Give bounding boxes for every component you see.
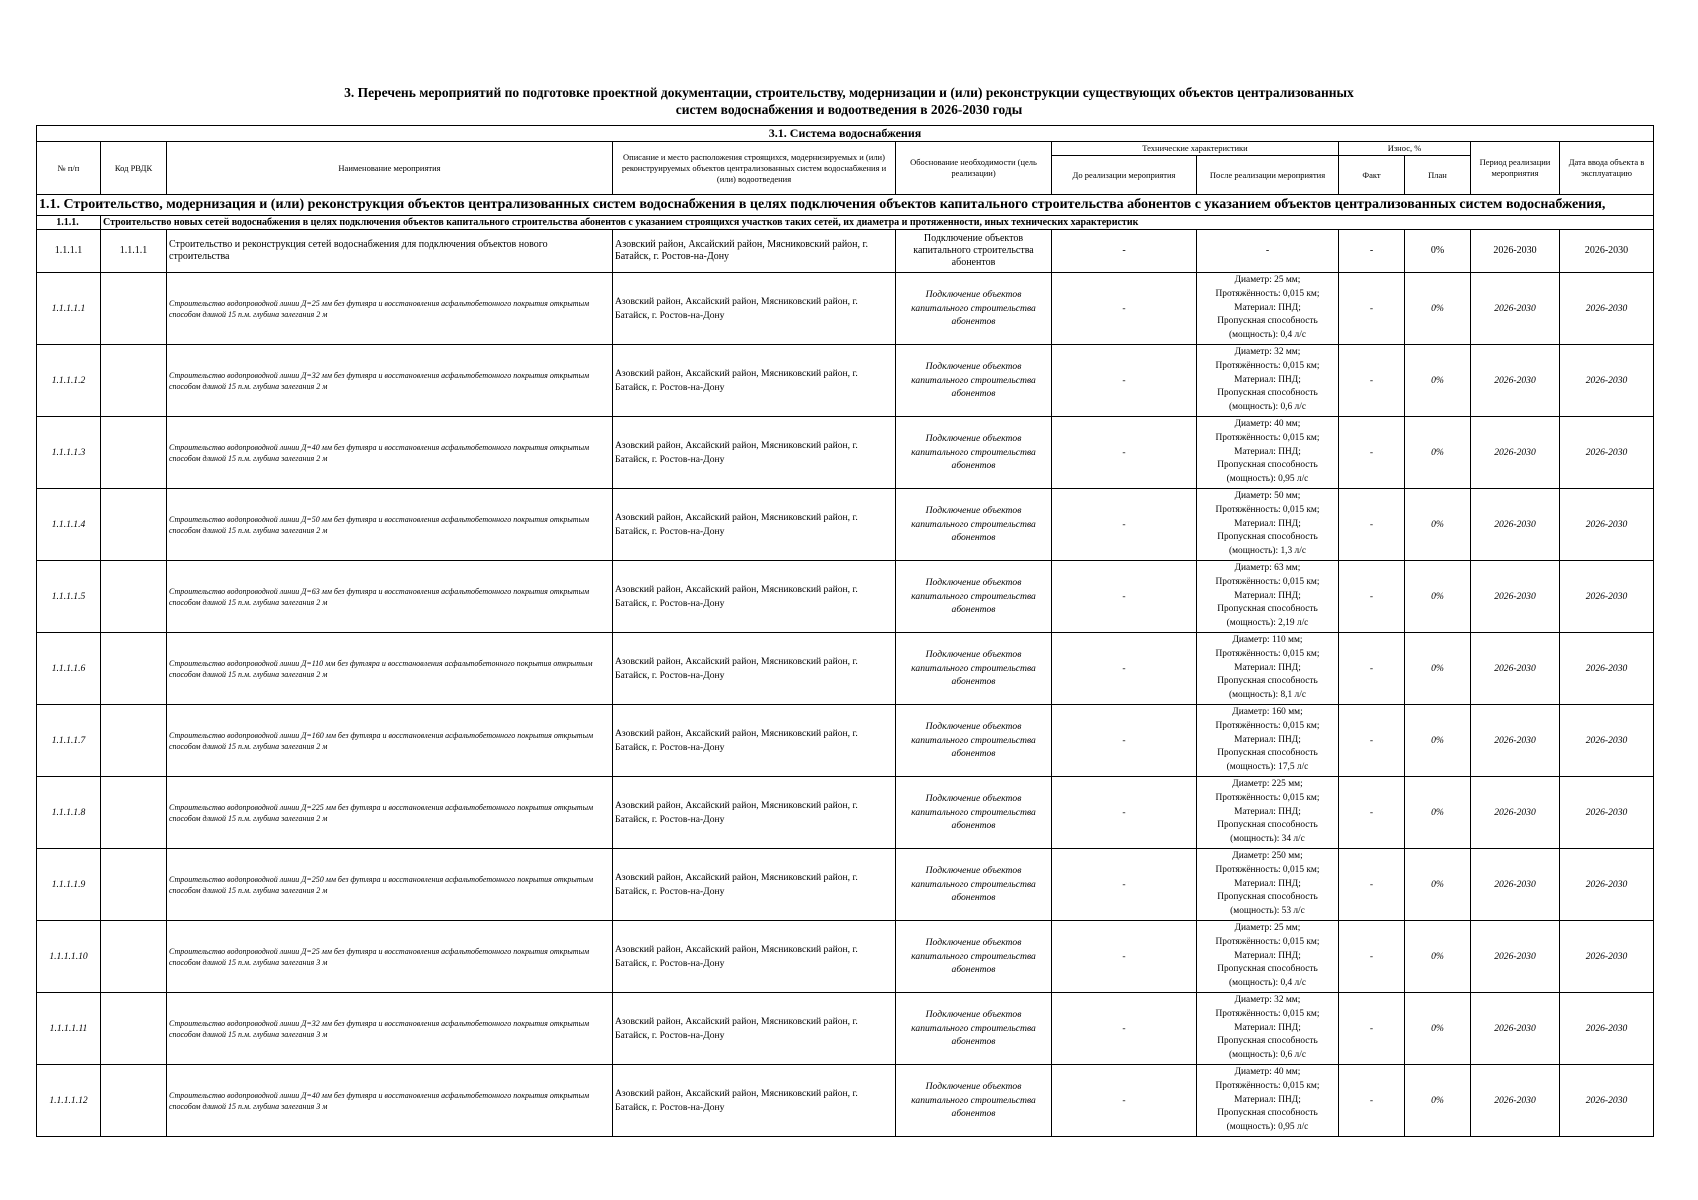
row-wear-plan: 0% <box>1405 777 1471 849</box>
table-row <box>37 633 1654 705</box>
tech-after-line: Диаметр: 110 мм; <box>1232 635 1303 645</box>
row-num: 1.1.1.1.12 <box>37 1065 101 1137</box>
tech-after-line: Материал: ПНД; <box>1234 734 1301 745</box>
tech-after-line: Диаметр: 40 мм; <box>1234 1067 1301 1077</box>
section-heading-1-1: 1.1. Строительство, модернизация и (или) реконструкция объектов централизованных систем водоснабжения в целях подключения объектов капитального строительства абонентов с указанием объектов централизованных систем водоснабжения, <box>37 195 1654 216</box>
row-tech-after <box>1197 345 1339 417</box>
row-wear-plan: 0% <box>1405 993 1471 1065</box>
row-num: 1.1.1.1.10 <box>37 921 101 993</box>
row-commissioning: 2026-2030 <box>1560 849 1654 921</box>
row-tech-before: - <box>1052 345 1197 417</box>
row-tech-before: - <box>1052 273 1197 345</box>
tech-after-line: (мощность): 0,4 л/с <box>1228 978 1306 989</box>
row-wear-fact: - <box>1339 489 1405 561</box>
header-code: Код РВДК <box>101 142 167 195</box>
tech-after-line: Протяжённость: 0,015 км; <box>1215 576 1320 587</box>
tech-after-line: Материал: ПНД; <box>1234 302 1301 313</box>
section-1-1-1-text: Строительство новых сетей водоснабжения в целях подключения объектов капитального строительства абонентов с указанием строящихся участков таких сетей, их диаметра и протяженности, иных технических характеристик <box>101 216 1654 230</box>
tech-after-line: Протяжённость: 0,015 км; <box>1215 504 1320 515</box>
tech-after-line: Диаметр: 225 мм; <box>1232 779 1303 789</box>
header-name: Наименование мероприятия <box>167 142 613 195</box>
row-period: 2026-2030 <box>1471 849 1560 921</box>
row-tech-before: - <box>1052 993 1197 1065</box>
tech-after-line: Протяжённость: 0,015 км; <box>1215 720 1320 731</box>
row-description: Азовский район, Аксайский район, Мясниковский район, г. Батайск, г. Ростов-на-Дону <box>613 633 896 705</box>
row-name: Строительство водопроводной линии Д=25 мм без футляра и восстановления асфальтобетонного покрытия открытым способом длиной 15 п.м. глубина залегания 2 м <box>167 273 613 345</box>
row-tech-before: - <box>1052 777 1197 849</box>
tech-after-line: Протяжённость: 0,015 км; <box>1215 936 1320 947</box>
tech-after-line: Пропускная способность <box>1217 316 1318 327</box>
tech-after-line: Протяжённость: 0,015 км; <box>1215 864 1320 875</box>
row-justification: Подключение объектов капитального строительства абонентов <box>896 849 1052 921</box>
tech-after-line: Материал: ПНД; <box>1234 950 1301 961</box>
row-tech-before: - <box>1052 230 1197 273</box>
row-justification: Подключение объектов капитального строительства абонентов <box>896 273 1052 345</box>
row-name: Строительство водопроводной линии Д=32 мм без футляра и восстановления асфальтобетонного покрытия открытым способом длиной 15 п.м. глубина залегания 2 м <box>167 345 613 417</box>
tech-after-line: Диаметр: 25 мм; <box>1234 275 1301 285</box>
tech-after-line: Протяжённость: 0,015 км; <box>1215 432 1320 443</box>
row-name: Строительство водопроводной линии Д=50 мм без футляра и восстановления асфальтобетонного покрытия открытым способом длиной 15 п.м. глубина залегания 2 м <box>167 489 613 561</box>
row-tech-before: - <box>1052 705 1197 777</box>
row-wear-fact: - <box>1339 849 1405 921</box>
row-wear-plan: 0% <box>1405 230 1471 273</box>
row-code <box>101 705 167 777</box>
row-tech-after <box>1197 273 1339 345</box>
tech-after-line: Диаметр: 32 мм; <box>1234 347 1301 357</box>
row-name: Строительство водопроводной линии Д=40 мм без футляра и восстановления асфальтобетонного покрытия открытым способом длиной 15 п.м. глубина залегания 2 м <box>167 417 613 489</box>
row-justification: Подключение объектов капитального строительства абонентов <box>896 230 1052 273</box>
table-row <box>37 273 1654 345</box>
row-wear-plan: 0% <box>1405 273 1471 345</box>
row-num: 1.1.1.1.9 <box>37 849 101 921</box>
row-commissioning: 2026-2030 <box>1560 273 1654 345</box>
row-wear-fact: - <box>1339 273 1405 345</box>
tech-after-line: Материал: ПНД; <box>1234 590 1301 601</box>
row-wear-plan: 0% <box>1405 921 1471 993</box>
tech-after-line: Диаметр: 32 мм; <box>1234 995 1301 1005</box>
tech-after-line: (мощность): 53 л/с <box>1230 906 1305 917</box>
header-tech-before: До реализации мероприятия <box>1052 156 1197 195</box>
row-code <box>101 561 167 633</box>
row-commissioning: 2026-2030 <box>1560 561 1654 633</box>
title-line-1: 3. Перечень мероприятий по подготовке проектной документации, строительству, модернизации и (или) реконструкции существующих объектов централизованных <box>344 85 1354 100</box>
row-num: 1.1.1.1.1 <box>37 273 101 345</box>
table-row <box>37 849 1654 921</box>
table-row <box>37 993 1654 1065</box>
tech-after-line: Пропускная способность <box>1217 460 1318 471</box>
row-wear-fact: - <box>1339 633 1405 705</box>
table-row-main <box>37 230 1654 273</box>
row-name: Строительство водопроводной линии Д=110 мм без футляра и восстановления асфальтобетонного покрытия открытым способом длиной 15 п.м. глубина залегания 2 м <box>167 633 613 705</box>
tech-after-line: Диаметр: 50 мм; <box>1234 491 1301 501</box>
row-period: 2026-2030 <box>1471 1065 1560 1137</box>
row-wear-fact: - <box>1339 1065 1405 1137</box>
tech-after-line: Материал: ПНД; <box>1234 806 1301 817</box>
row-code: 1.1.1.1 <box>101 230 167 273</box>
row-num: 1.1.1.1.2 <box>37 345 101 417</box>
header-commissioning: Дата ввода объекта в эксплуатацию <box>1560 142 1654 195</box>
table-row <box>37 777 1654 849</box>
header-description: Описание и место расположения строящихся, модернизируемых и (или) реконструируемых объектов централизованных систем водоснабжения и (или) водоотведения <box>613 142 896 195</box>
row-commissioning: 2026-2030 <box>1560 345 1654 417</box>
row-commissioning: 2026-2030 <box>1560 230 1654 273</box>
row-code <box>101 777 167 849</box>
row-wear-plan: 0% <box>1405 705 1471 777</box>
tech-after-line: Пропускная способность <box>1217 892 1318 903</box>
tech-after-line: Пропускная способность <box>1217 1108 1318 1119</box>
row-commissioning: 2026-2030 <box>1560 921 1654 993</box>
tech-after-line: Протяжённость: 0,015 км; <box>1215 360 1320 371</box>
row-commissioning: 2026-2030 <box>1560 993 1654 1065</box>
row-tech-after <box>1197 1065 1339 1137</box>
row-period: 2026-2030 <box>1471 345 1560 417</box>
row-description: Азовский район, Аксайский район, Мясниковский район, г. Батайск, г. Ростов-на-Дону <box>613 273 896 345</box>
row-name: Строительство и реконструкция сетей водоснабжения для подключения объектов нового строительства <box>167 230 613 273</box>
row-justification: Подключение объектов капитального строительства абонентов <box>896 417 1052 489</box>
row-tech-after <box>1197 417 1339 489</box>
row-commissioning: 2026-2030 <box>1560 705 1654 777</box>
row-justification: Подключение объектов капитального строительства абонентов <box>896 1065 1052 1137</box>
row-period: 2026-2030 <box>1471 993 1560 1065</box>
row-num: 1.1.1.1.11 <box>37 993 101 1065</box>
row-commissioning: 2026-2030 <box>1560 417 1654 489</box>
row-tech-after <box>1197 489 1339 561</box>
tech-after-line: Материал: ПНД; <box>1234 446 1301 457</box>
table-row <box>37 417 1654 489</box>
tech-after-line: Материал: ПНД; <box>1234 1094 1301 1105</box>
document-title <box>0 84 1698 118</box>
row-wear-fact: - <box>1339 777 1405 849</box>
row-period: 2026-2030 <box>1471 561 1560 633</box>
row-num: 1.1.1.1.5 <box>37 561 101 633</box>
header-num: № п/п <box>37 142 101 195</box>
header-tech-after: После реализации мероприятия <box>1197 156 1339 195</box>
row-description: Азовский район, Аксайский район, Мясниковский район, г. Батайск, г. Ростов-на-Дону <box>613 1065 896 1137</box>
tech-after-line: Протяжённость: 0,015 км; <box>1215 1008 1320 1019</box>
row-tech-after: - <box>1197 230 1339 273</box>
row-tech-after <box>1197 993 1339 1065</box>
row-code <box>101 345 167 417</box>
tech-after-line: Пропускная способность <box>1217 388 1318 399</box>
row-description: Азовский район, Аксайский район, Мясниковский район, г. Батайск, г. Ростов-на-Дону <box>613 849 896 921</box>
tech-after-line: Диаметр: 25 мм; <box>1234 923 1301 933</box>
tech-after-line: (мощность): 2,19 л/с <box>1226 618 1309 629</box>
row-tech-after <box>1197 921 1339 993</box>
row-wear-plan: 0% <box>1405 417 1471 489</box>
table-row <box>37 561 1654 633</box>
row-name: Строительство водопроводной линии Д=225 мм без футляра и восстановления асфальтобетонного покрытия открытым способом длиной 15 п.м. глубина залегания 2 м <box>167 777 613 849</box>
row-num: 1.1.1.1.3 <box>37 417 101 489</box>
row-wear-fact: - <box>1339 561 1405 633</box>
tech-after-line: Пропускная способность <box>1217 676 1318 687</box>
tech-after-line: Пропускная способность <box>1217 604 1318 615</box>
header-wear-plan: План <box>1405 156 1471 195</box>
tech-after-line: Протяжённость: 0,015 км; <box>1215 1080 1320 1091</box>
tech-after-line: Диаметр: 160 мм; <box>1232 707 1303 717</box>
tech-after-line: Диаметр: 63 мм; <box>1234 563 1301 573</box>
tech-after-line: Диаметр: 250 мм; <box>1232 851 1303 861</box>
tech-after-line: (мощность): 1,3 л/с <box>1228 546 1306 557</box>
tech-after-line: (мощность): 8,1 л/с <box>1228 690 1306 701</box>
row-period: 2026-2030 <box>1471 489 1560 561</box>
row-wear-plan: 0% <box>1405 633 1471 705</box>
row-justification: Подключение объектов капитального строительства абонентов <box>896 777 1052 849</box>
measures-table <box>36 125 1654 1137</box>
row-tech-after <box>1197 633 1339 705</box>
tech-after-line: Материал: ПНД; <box>1234 1022 1301 1033</box>
row-description: Азовский район, Аксайский район, Мясниковский район, г. Батайск, г. Ростов-на-Дону <box>613 921 896 993</box>
tech-after-line: Пропускная способность <box>1217 820 1318 831</box>
row-description: Азовский район, Аксайский район, Мясниковский район, г. Батайск, г. Ростов-на-Дону <box>613 230 896 273</box>
row-period: 2026-2030 <box>1471 230 1560 273</box>
tech-after-line: (мощность): 17,5 л/с <box>1226 762 1309 773</box>
row-num: 1.1.1.1.6 <box>37 633 101 705</box>
row-code <box>101 849 167 921</box>
header-period: Период реализации мероприятия <box>1471 142 1560 195</box>
row-commissioning: 2026-2030 <box>1560 777 1654 849</box>
tech-after-line: (мощность): 0,6 л/с <box>1228 1050 1306 1061</box>
row-tech-before: - <box>1052 489 1197 561</box>
row-tech-after <box>1197 705 1339 777</box>
row-description: Азовский район, Аксайский район, Мясниковский район, г. Батайск, г. Ростов-на-Дону <box>613 777 896 849</box>
row-period: 2026-2030 <box>1471 633 1560 705</box>
row-wear-fact: - <box>1339 921 1405 993</box>
row-description: Азовский район, Аксайский район, Мясниковский район, г. Батайск, г. Ростов-на-Дону <box>613 345 896 417</box>
title-line-2: систем водоснабжения и водоотведения в 2026-2030 годы <box>675 102 1023 117</box>
row-code <box>101 1065 167 1137</box>
row-name: Строительство водопроводной линии Д=160 мм без футляра и восстановления асфальтобетонного покрытия открытым способом длиной 15 п.м. глубина залегания 2 м <box>167 705 613 777</box>
row-justification: Подключение объектов капитального строительства абонентов <box>896 921 1052 993</box>
row-wear-fact: - <box>1339 345 1405 417</box>
tech-after-line: Пропускная способность <box>1217 748 1318 759</box>
header-wear-group: Износ, % <box>1339 142 1471 156</box>
table-row <box>37 489 1654 561</box>
row-wear-plan: 0% <box>1405 1065 1471 1137</box>
tech-after-line: (мощность): 34 л/с <box>1230 834 1305 845</box>
table-row <box>37 705 1654 777</box>
tech-after-line: Пропускная способность <box>1217 1036 1318 1047</box>
table-subtitle: 3.1. Система водоснабжения <box>37 126 1654 142</box>
row-num: 1.1.1.1.4 <box>37 489 101 561</box>
row-num: 1.1.1.1.7 <box>37 705 101 777</box>
row-wear-plan: 0% <box>1405 489 1471 561</box>
row-justification: Подключение объектов капитального строительства абонентов <box>896 345 1052 417</box>
row-code <box>101 273 167 345</box>
row-num: 1.1.1.1.8 <box>37 777 101 849</box>
row-commissioning: 2026-2030 <box>1560 633 1654 705</box>
row-wear-fact: - <box>1339 417 1405 489</box>
row-description: Азовский район, Аксайский район, Мясниковский район, г. Батайск, г. Ростов-на-Дону <box>613 417 896 489</box>
row-description: Азовский район, Аксайский район, Мясниковский район, г. Батайск, г. Ростов-на-Дону <box>613 993 896 1065</box>
tech-after-line: Пропускная способность <box>1217 532 1318 543</box>
row-tech-before: - <box>1052 633 1197 705</box>
row-code <box>101 633 167 705</box>
row-justification: Подключение объектов капитального строительства абонентов <box>896 561 1052 633</box>
row-tech-before: - <box>1052 849 1197 921</box>
row-commissioning: 2026-2030 <box>1560 489 1654 561</box>
row-description: Азовский район, Аксайский район, Мясниковский район, г. Батайск, г. Ростов-на-Дону <box>613 705 896 777</box>
row-tech-before: - <box>1052 561 1197 633</box>
tech-after-line: Диаметр: 40 мм; <box>1234 419 1301 429</box>
row-tech-after <box>1197 561 1339 633</box>
tech-after-line: Материал: ПНД; <box>1234 662 1301 673</box>
row-name: Строительство водопроводной линии Д=25 мм без футляра и восстановления асфальтобетонного покрытия открытым способом длиной 15 п.м. глубина залегания 3 м <box>167 921 613 993</box>
row-name: Строительство водопроводной линии Д=63 мм без футляра и восстановления асфальтобетонного покрытия открытым способом длиной 15 п.м. глубина залегания 2 м <box>167 561 613 633</box>
tech-after-line: Протяжённость: 0,015 км; <box>1215 792 1320 803</box>
row-name: Строительство водопроводной линии Д=250 мм без футляра и восстановления асфальтобетонного покрытия открытым способом длиной 15 п.м. глубина залегания 2 м <box>167 849 613 921</box>
tech-after-line: Материал: ПНД; <box>1234 518 1301 529</box>
row-justification: Подключение объектов капитального строительства абонентов <box>896 633 1052 705</box>
header-wear-fact: Факт <box>1339 156 1405 195</box>
row-justification: Подключение объектов капитального строительства абонентов <box>896 705 1052 777</box>
tech-after-line: Протяжённость: 0,015 км; <box>1215 648 1320 659</box>
row-code <box>101 417 167 489</box>
table-row <box>37 1065 1654 1137</box>
row-justification: Подключение объектов капитального строительства абонентов <box>896 489 1052 561</box>
tech-after-line: Материал: ПНД; <box>1234 374 1301 385</box>
row-description: Азовский район, Аксайский район, Мясниковский район, г. Батайск, г. Ростов-на-Дону <box>613 561 896 633</box>
row-name: Строительство водопроводной линии Д=40 мм без футляра и восстановления асфальтобетонного покрытия открытым способом длиной 15 п.м. глубина залегания 3 м <box>167 1065 613 1137</box>
header-justification: Обоснование необходимости (цель реализации) <box>896 142 1052 195</box>
row-tech-before: - <box>1052 921 1197 993</box>
row-commissioning: 2026-2030 <box>1560 1065 1654 1137</box>
row-wear-fact: - <box>1339 705 1405 777</box>
row-period: 2026-2030 <box>1471 273 1560 345</box>
row-num: 1.1.1.1 <box>37 230 101 273</box>
row-wear-plan: 0% <box>1405 849 1471 921</box>
row-code <box>101 489 167 561</box>
row-description: Азовский район, Аксайский район, Мясниковский район, г. Батайск, г. Ростов-на-Дону <box>613 489 896 561</box>
row-tech-before: - <box>1052 1065 1197 1137</box>
tech-after-line: Протяжённость: 0,015 км; <box>1215 288 1320 299</box>
row-code <box>101 993 167 1065</box>
row-period: 2026-2030 <box>1471 777 1560 849</box>
row-justification: Подключение объектов капитального строительства абонентов <box>896 993 1052 1065</box>
row-tech-before: - <box>1052 417 1197 489</box>
row-code <box>101 921 167 993</box>
tech-after-line: (мощность): 0,4 л/с <box>1228 330 1306 341</box>
row-tech-after <box>1197 849 1339 921</box>
header-tech-group: Технические характеристики <box>1052 142 1339 156</box>
tech-after-line: Пропускная способность <box>1217 964 1318 975</box>
table-row <box>37 345 1654 417</box>
table-row <box>37 921 1654 993</box>
section-1-1-1-number: 1.1.1. <box>37 216 101 230</box>
row-period: 2026-2030 <box>1471 705 1560 777</box>
row-period: 2026-2030 <box>1471 417 1560 489</box>
row-wear-plan: 0% <box>1405 561 1471 633</box>
row-wear-fact: - <box>1339 230 1405 273</box>
row-tech-after <box>1197 777 1339 849</box>
tech-after-line: Материал: ПНД; <box>1234 878 1301 889</box>
tech-after-line: (мощность): 0,95 л/с <box>1226 474 1309 485</box>
tech-after-line: (мощность): 0,6 л/с <box>1228 402 1306 413</box>
row-name: Строительство водопроводной линии Д=32 мм без футляра и восстановления асфальтобетонного покрытия открытым способом длиной 15 п.м. глубина залегания 3 м <box>167 993 613 1065</box>
tech-after-line: (мощность): 0,95 л/с <box>1226 1122 1309 1133</box>
row-period: 2026-2030 <box>1471 921 1560 993</box>
row-wear-fact: - <box>1339 993 1405 1065</box>
row-wear-plan: 0% <box>1405 345 1471 417</box>
